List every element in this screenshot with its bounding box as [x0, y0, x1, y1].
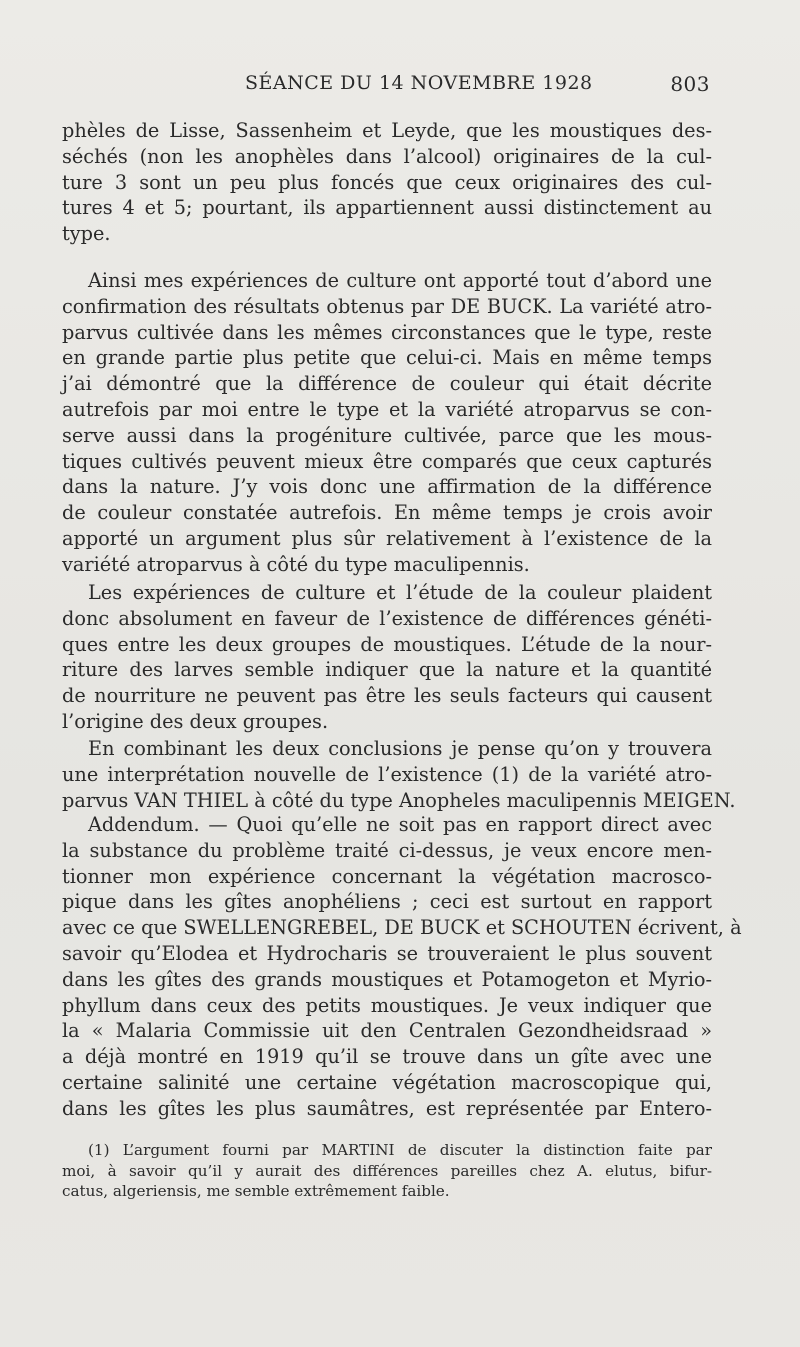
text-line: Ainsi mes expériences de culture ont apporté tout d’abord une — [88, 269, 712, 292]
text-line: savoir qu’Elodea et Hydrocharis se trouveraient le plus souvent — [62, 941, 712, 965]
text-line: phyllum dans ceux des petits moustiques. Je veux indiquer que — [62, 993, 712, 1017]
text-line: phèles de Lisse, Sassenheim et Leyde, que les moustiques des- — [62, 119, 712, 142]
page-number: 803 — [670, 72, 710, 96]
text-line: l’origine des deux groupes. — [62, 709, 329, 733]
text-line: de couleur constatée autrefois. En même temps je crois avoir — [62, 501, 712, 525]
footnote — [62, 1140, 712, 1202]
text-line: En combinant les deux conclusions je pense qu’on y trouvera — [88, 737, 712, 760]
text-line: avec ce que SWELLENGREBEL, DE BUCK et SCHOUTEN écrivent, à — [62, 916, 742, 940]
text-line: confirmation des résultats obtenus par DE BUCK. La variété atro- — [62, 294, 712, 318]
text-line: la « Malaria Commissie uit den Centralen Gezondheidsraad » — [62, 1019, 712, 1043]
text-line: dans les gîtes les plus saumâtres, est représentée par Entero- — [62, 1096, 712, 1120]
running-title: SÉANCE DU 14 NOVEMBRE 1928 — [245, 72, 593, 94]
text-line: ques entre les deux groupes de moustiques. L’étude de la nour- — [62, 632, 712, 656]
footnote-line: (1) L’argument fourni par MARTINI de discuter la distinction faite par — [88, 1141, 712, 1159]
footnote-line: moi, à savoir qu’il y aurait des différences pareilles chez A. elutus, bifur- — [62, 1161, 712, 1180]
text-line: la substance du problème traité ci-dessus, je veux encore men- — [62, 838, 712, 862]
text-line: pique dans les gîtes anophéliens ; ceci est surtout en rapport — [62, 890, 712, 914]
paragraph-1 — [62, 118, 712, 247]
text-line: dans la nature. J’y vois donc une affirmation de la différence — [62, 475, 712, 499]
text-line: Les expériences de culture et l’étude de la couleur plaident — [88, 581, 712, 604]
footnote-line: catus, algeriensis, me semble extrêmement faible. — [62, 1182, 450, 1200]
text-line: ture 3 sont un peu plus foncés que ceux originaires des cul- — [62, 170, 712, 194]
text-line: séchés (non les anophèles dans l’alcool) originaires de la cul- — [62, 144, 712, 168]
text-line: serve aussi dans la progéniture cultivée, parce que les mous- — [62, 423, 712, 447]
text-line: riture des larves semble indiquer que la nature et la quantité — [62, 658, 712, 682]
text-line: autrefois par moi entre le type et la variété atroparvus se con- — [62, 397, 712, 421]
addendum-paragraph — [62, 812, 742, 1122]
text-line: type. — [62, 222, 111, 246]
text-line: tiques cultivés peuvent mieux être comparés que ceux capturés — [62, 449, 712, 473]
text-line: de nourriture ne peuvent pas être les seuls facteurs qui causent — [62, 684, 712, 708]
text-line: apporté un argument plus sûr relativement à l’existence de la — [62, 526, 712, 550]
text-line: certaine salinité une certaine végétation macroscopique qui, — [62, 1070, 712, 1094]
text-line: parvus cultivée dans les mêmes circonstances que le type, reste — [62, 320, 712, 344]
text-line: donc absolument en faveur de l’existence de différences généti- — [62, 606, 712, 630]
text-line: j’ai démontré que la différence de couleur qui était décrite — [62, 372, 712, 396]
text-line: variété atroparvus à côté du type maculipennis. — [62, 552, 530, 576]
text-line: a déjà montré en 1919 qu’il se trouve dans un gîte avec une — [62, 1045, 712, 1069]
text-line: dans les gîtes des grands moustiques et Potamogeton et Myrio- — [62, 967, 712, 991]
text-line: en grande partie plus petite que celui-ci. Mais en même temps — [62, 346, 712, 370]
paragraph-4 — [62, 736, 736, 813]
text-line: Addendum. — Quoi qu’elle ne soit pas en rapport direct avec — [88, 813, 712, 836]
text-line: tionner mon expérience concernant la végétation macrosco- — [62, 864, 712, 888]
paragraph-3 — [62, 580, 712, 735]
paragraph-2 — [62, 268, 712, 578]
running-header — [62, 72, 710, 102]
text-line: tures 4 et 5; pourtant, ils appartiennent aussi distinctement au — [62, 196, 712, 220]
text-line: parvus VAN THIEL à côté du type Anopheles maculipennis MEIGEN. — [62, 788, 736, 812]
text-line: une interprétation nouvelle de l’existence (1) de la variété atro- — [62, 762, 712, 786]
